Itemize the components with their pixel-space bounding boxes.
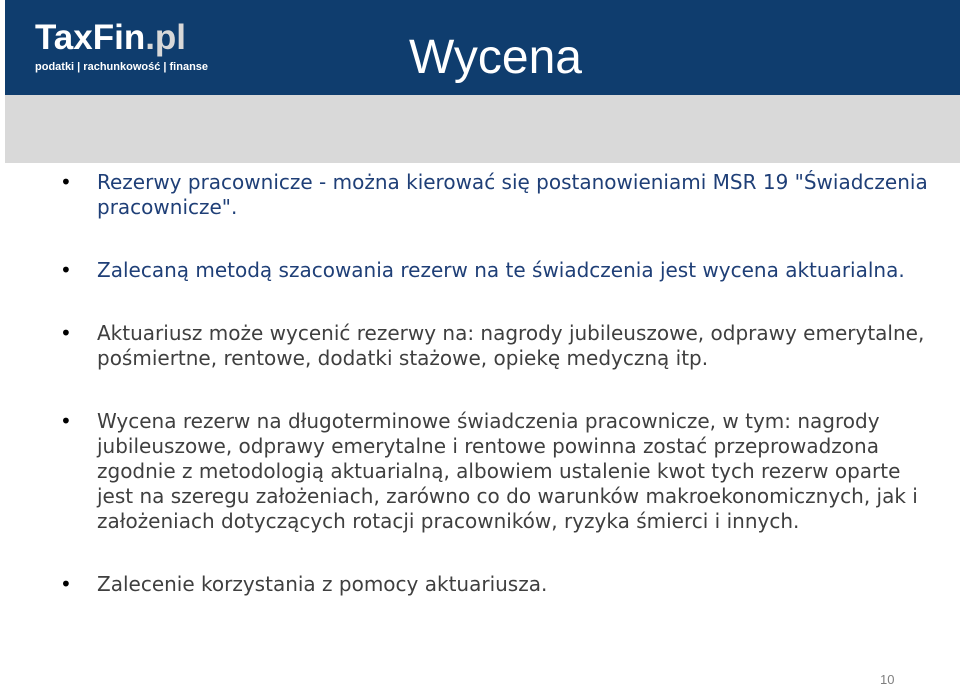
logo-wordmark xyxy=(35,18,208,58)
bullet-marker: • xyxy=(60,321,72,345)
bullet-marker: • xyxy=(60,258,72,282)
bullet-text: Zalecenie korzystania z pomocy aktuariusza. xyxy=(97,572,548,596)
bullet-item xyxy=(60,572,940,597)
bullet-marker: • xyxy=(60,572,72,596)
bullet-item xyxy=(60,170,940,220)
header-band xyxy=(5,95,960,163)
bullet-item xyxy=(60,321,940,371)
page-number: 10 xyxy=(880,672,895,687)
bullet-item xyxy=(60,258,940,283)
header-bar xyxy=(5,0,960,95)
bullet-item xyxy=(60,409,940,534)
bullet-text: Zalecaną metodą szacowania rezerw na te świadczenia jest wycena aktuarialna. xyxy=(97,258,905,282)
bullet-text: Wycena rezerw na długoterminowe świadczenia pracownicze, w tym: nagrody jubileuszowe, odprawy emerytalne i rentowe powinna zostać przeprowadzona zgodnie z metodologią aktuarialną, albowiem ustalenie kwot tych rezerw oparte jest na szeregu założeniach, zarówno co do warunków makroekonomicznych, jak i założeniach dotyczących rotacji pracowników, ryzyka śmierci i innych. xyxy=(97,409,918,533)
taxfin-logo xyxy=(35,18,208,74)
slide-title: Wycena xyxy=(409,31,582,84)
bullet-list xyxy=(60,170,940,597)
bullet-marker: • xyxy=(60,170,72,194)
bullet-marker: • xyxy=(60,409,72,433)
logo-main-text: TaxFin xyxy=(35,18,146,57)
bullet-text: Rezerwy pracownicze - można kierować się postanowieniami MSR 19 "Świadczenia pracownicze". xyxy=(97,170,928,219)
logo-accent-text: .pl xyxy=(145,18,187,57)
logo-tagline: podatki | rachunkowość | finanse xyxy=(35,61,209,73)
bullet-text: Aktuariusz może wycenić rezerwy na: nagrody jubileuszowe, odprawy emerytalne, pośmiertne, rentowe, dodatki stażowe, opiekę medyczną itp. xyxy=(97,321,925,370)
